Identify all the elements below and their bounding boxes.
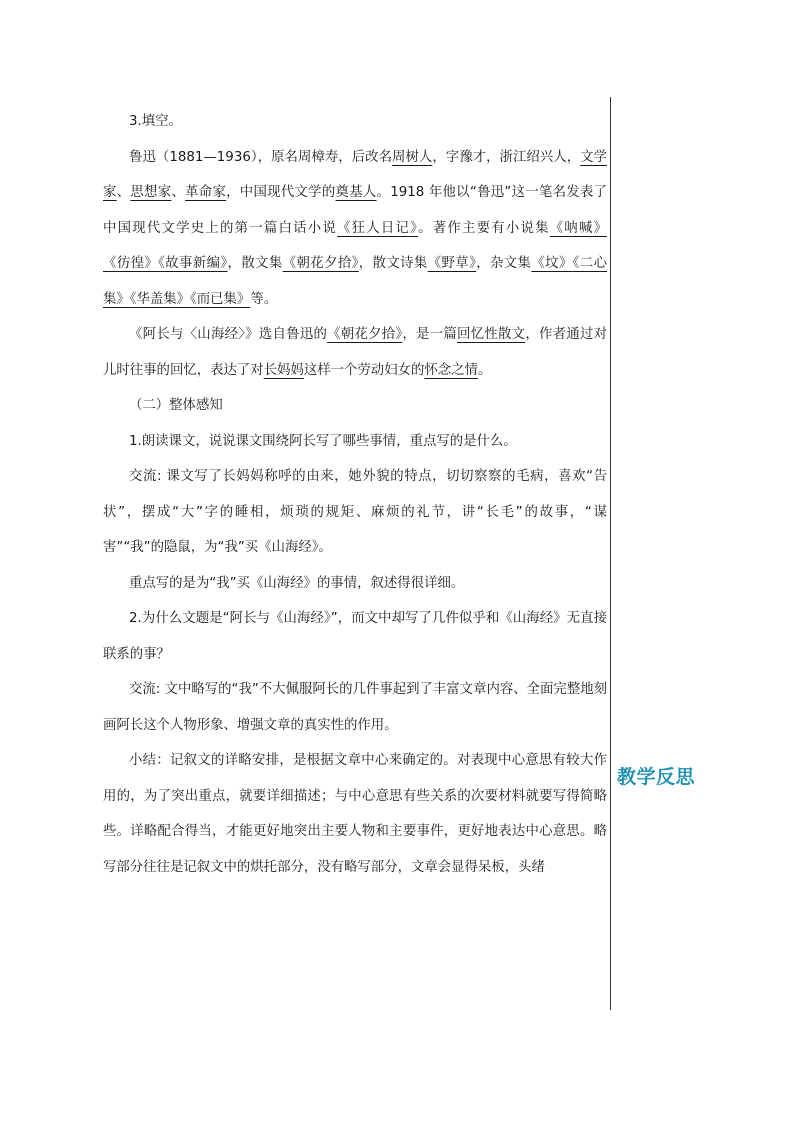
text-run: ，是一篇 xyxy=(402,327,458,342)
sidebar-title: 教学反思 xyxy=(617,766,696,788)
text-run: 小结：记叙文的详略安排，是根据文章中心来确定的。对表现中心意思有较大作用的，为了突出重点，就要详细描述；与中心意思有些关系的次要材料就要写得简略些。详略配合得当，才能更好地突出主要人物和主要事件，更好地表达中心意思。略写部分往往是记叙文中的烘托部分，没有略写部分，文章会显得呆板，头绪 xyxy=(103,753,607,875)
underlined-answer: 奠基人 xyxy=(335,185,377,200)
text-run: ，杂文集 xyxy=(476,256,532,271)
underlined-answer: 《狂人日记》 xyxy=(337,220,419,236)
text-run: ，散文诗集 xyxy=(358,256,428,271)
text-run: 鲁迅（1881—1936），原名周樟寿，后改名 xyxy=(129,149,393,165)
text-run: 交流: 文中略写的“我”不大佩服阿长的几件事起到了丰富文章内容、全面完整地刻画阿长这个人物形象、增强文章的真实性的作用。 xyxy=(103,682,607,733)
underlined-answer: 《野草》 xyxy=(427,256,477,271)
underlined-answer: 回忆性散文 xyxy=(457,327,526,342)
text-run: ，散文集 xyxy=(227,256,283,271)
underlined-answer: 《朝花夕拾》 xyxy=(282,256,359,271)
paragraph xyxy=(103,743,607,885)
underlined-answer: 《故事新编》 xyxy=(158,256,228,271)
underlined-answer: 怀念之情 xyxy=(424,362,478,378)
underlined-answer: 革命家 xyxy=(185,185,227,200)
underlined-answer: 《朝花夕拾》 xyxy=(327,327,403,342)
text-run: 重点写的是为“我”买《山海经》的事情，叙述得很详细。 xyxy=(129,575,465,591)
text-run: 这样一个劳动妇女的 xyxy=(303,362,425,378)
text-run: 、 xyxy=(116,185,131,200)
column-divider xyxy=(610,97,611,1010)
underlined-answer: 文学家 xyxy=(103,149,608,200)
paragraph xyxy=(103,601,607,672)
paragraph xyxy=(103,140,607,318)
underlined-answer: 《坟》 xyxy=(531,256,573,271)
text-run: ，作者通过对儿时往事的回忆，表达了对 xyxy=(103,327,608,378)
underlined-answer: 《华盖集》 xyxy=(129,291,191,307)
underlined-answer: 《彷徨》 xyxy=(103,256,159,271)
text-run: 1.朗读课文，说说课文围绕阿长写了哪些事情，重点写的是什么。 xyxy=(129,433,517,449)
paragraph xyxy=(103,672,607,743)
underlined-answer: 《而已集》 xyxy=(190,291,251,307)
underlined-answer: 《呐喊》 xyxy=(549,220,608,236)
text-run: （二）整体感知 xyxy=(129,398,223,413)
text-run: 交流: 课文写了长妈妈称呼的由来，她外貌的特点，切切察察的毛病，喜欢“告状”，摆成“大”字的睡相，烦琐的规矩、麻烦的礼节，讲“长毛”的故事，“谋害”“我”的隐鼠，为“我”买《山海经》。 xyxy=(103,469,607,555)
paragraph xyxy=(103,388,607,424)
underlined-answer: 周树人 xyxy=(392,149,433,165)
text-run: ，字豫才，浙江绍兴人， xyxy=(432,149,581,165)
paragraph xyxy=(103,317,607,388)
underlined-answer: 长妈妈 xyxy=(263,362,304,378)
text-run: 3.填空。 xyxy=(129,114,182,129)
text-run: 。著作主要有小说集 xyxy=(418,220,550,236)
text-run: 、 xyxy=(171,185,186,200)
text-run: 。1918 年他以“鲁迅”这一笔名发表了中国现代文学史上的第一篇白话小说 xyxy=(103,185,608,236)
paragraph xyxy=(103,459,607,566)
underlined-answer: 思想家 xyxy=(130,185,172,200)
paragraph xyxy=(103,424,607,460)
paragraph xyxy=(103,104,607,140)
text-run: 等。 xyxy=(250,291,278,307)
paragraph xyxy=(103,566,607,602)
text-run: ，中国现代文学的 xyxy=(226,185,336,200)
text-run: 《阿长与〈山海经〉》选自鲁迅的 xyxy=(129,327,328,342)
text-run: 。 xyxy=(477,362,492,378)
text-run: 2.为什么文题是“阿长与《山海经》”，而文中却写了几件似乎和《山海经》无直接联系的事？ xyxy=(103,611,607,662)
lesson-body xyxy=(103,104,607,885)
underlined-answer: 《二心集》 xyxy=(103,256,608,307)
